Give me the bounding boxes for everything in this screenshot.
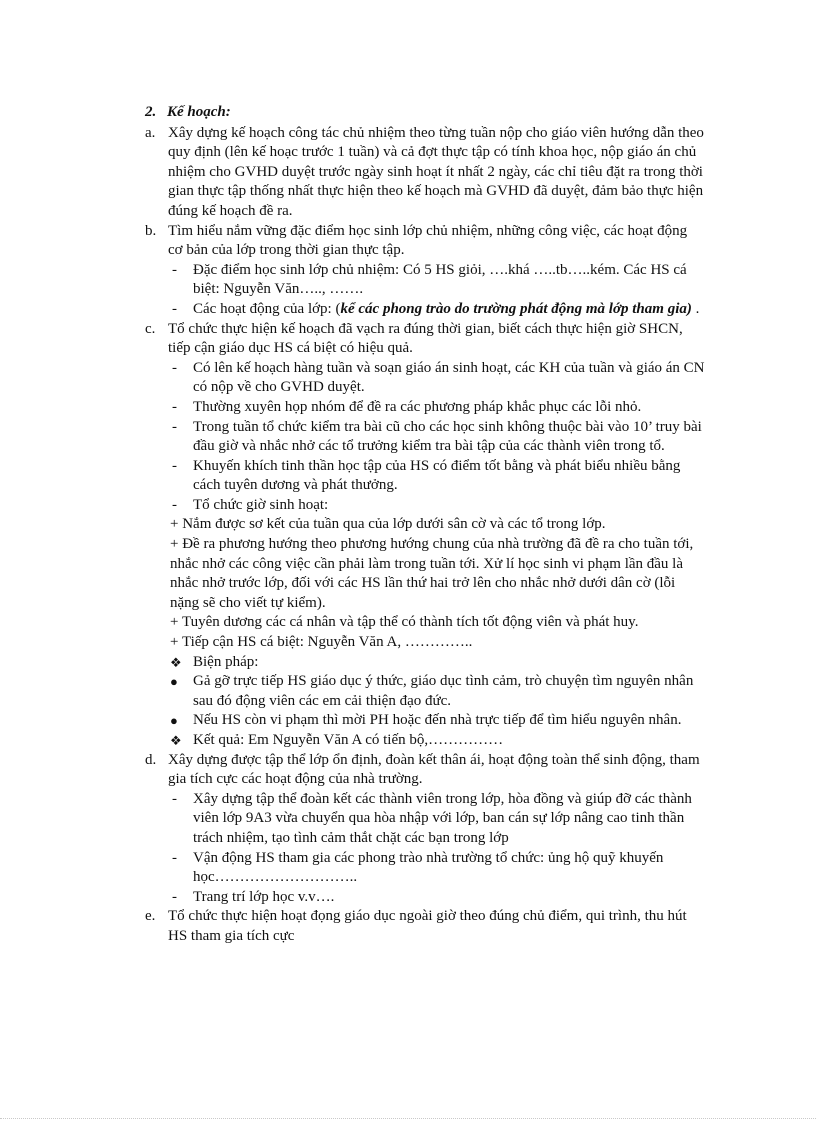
section-text: Tìm hiểu nắm vững đặc điểm học sinh lớp chủ nhiệm, những công việc, các hoạt động cơ bản của lớp trong thời gian thực tập. bbox=[168, 222, 688, 259]
list-item bbox=[168, 849, 705, 888]
dash-marker: - bbox=[172, 359, 177, 376]
plus-item: + Nắm được sơ kết của tuần qua của lớp dưới sân cờ và các tổ trong lớp. bbox=[170, 516, 606, 533]
dash-marker: - bbox=[172, 418, 177, 435]
heading-title: Kế hoạch: bbox=[167, 104, 231, 120]
measure-item bbox=[168, 711, 705, 731]
measures-label: Biện pháp: bbox=[193, 653, 259, 670]
diamond-bullet-icon: ❖ bbox=[170, 654, 182, 670]
dash-marker: - bbox=[172, 398, 177, 415]
section-marker: c. bbox=[145, 320, 156, 337]
section-e bbox=[145, 907, 705, 946]
section-marker: b. bbox=[145, 222, 157, 239]
list-item bbox=[168, 418, 705, 457]
list-item-text: Tổ chức giờ sinh hoạt: bbox=[193, 496, 329, 513]
list-item-text: Xây dựng tập thể đoàn kết các thành viên trong lớp, hòa đồng và giúp đỡ các thành viên lớp 9A3 vừa chuyển qua hòa nhập với lớp, ban cán sự lớp nâng cao tinh thần trách nhiệm, tạo tình cảm thắt chặt các bạn trong lớp bbox=[193, 790, 692, 846]
section-text: Tổ chức thực hiện kế hoạch đã vạch ra đúng thời gian, biết cách thực hiện giờ SHCN, tiếp cận giáo dục HS cá biệt có hiệu quả. bbox=[168, 320, 683, 357]
dash-marker: - bbox=[172, 261, 177, 278]
dash-marker: - bbox=[172, 300, 177, 317]
emphasis-text: kể các phong trào do trường phát động mà lớp tham gia) bbox=[340, 300, 692, 317]
section-marker: d. bbox=[145, 751, 157, 768]
document-body bbox=[145, 103, 705, 947]
section-b bbox=[145, 222, 705, 320]
diamond-bullet-icon: ❖ bbox=[170, 733, 182, 748]
section-d bbox=[145, 751, 705, 908]
section-text: Tổ chức thực hiện hoạt đọng giáo dục ngoài giờ theo đúng chủ điểm, qui trình, thu hút HS tham gia tích cực bbox=[168, 908, 687, 944]
list-item-text: Thường xuyên họp nhóm để đề ra các phương pháp khắc phục các lỗi nhỏ. bbox=[193, 398, 642, 415]
list-item bbox=[168, 888, 705, 908]
list-item bbox=[168, 261, 705, 300]
dash-marker: - bbox=[172, 888, 177, 905]
section-heading bbox=[145, 103, 705, 123]
section-marker: a. bbox=[145, 124, 156, 141]
list-item-text: Đặc điểm học sinh lớp chủ nhiệm: Có 5 HS giỏi, ….khá …..tb…..kém. Các HS cá biệt: Nguyễn Văn….., ……. bbox=[193, 261, 687, 298]
list-item bbox=[168, 300, 705, 320]
list-item-text: Có lên kế hoạch hàng tuần và soạn giáo án sinh hoạt, các KH của tuần và giáo án CN có nộp về cho GVHD duyệt. bbox=[193, 359, 705, 396]
list-item-text: Vận động HS tham gia các phong trào nhà trường tổ chức: ủng hộ quỹ khuyến học……………………….. bbox=[193, 849, 664, 886]
round-bullet-icon: ● bbox=[170, 713, 178, 729]
heading-number: 2. bbox=[145, 104, 157, 120]
section-c bbox=[145, 320, 705, 751]
list-item-text: Khuyến khích tinh thần học tập của HS có điểm tốt bằng và phát biểu nhiều bằng cách tuyên dương và phát thưởng. bbox=[193, 457, 681, 494]
dash-marker: - bbox=[172, 457, 177, 474]
result-text: Kết quả: Em Nguyễn Văn A có tiến bộ,…………… bbox=[193, 732, 504, 748]
list-item bbox=[168, 398, 705, 418]
list-item bbox=[168, 359, 705, 398]
plus-item: + Đề ra phương hướng theo phương hướng chung của nhà trường đã đề ra cho tuần tới, nhắc nhở các công việc cần phải làm trong tuần tới. Xử lí học sinh vi phạm lần đầu là nhắc nhở trước lớp, đối với các HS lần thứ hai trở lên cho nhắc nhở dưới dân cờ (lỗi nặng sẽ cho viết tự kiểm). bbox=[170, 536, 694, 611]
list-item bbox=[168, 790, 705, 849]
section-text: Xây dựng kế hoạch công tác chủ nhiệm theo từng tuần nộp cho giáo viên hướng dẫn theo quy định (lên kế hoạc trước 1 tuần) và cả đợt thực tập có tính khoa học, nộp giáo án chủ nhiệm cho GVHD duyệt trước ngày sinh hoạt ít nhất 2 ngày, các chỉ tiêu đặt ra trong thời gian thực tập thống nhất thực hiện theo kế hoạch mà GVHD đã duyệt, đảm bảo thực hiện đúng kế hoạch đề ra. bbox=[168, 124, 704, 219]
list-item-text: Trong tuần tổ chức kiểm tra bài cũ cho các học sinh không thuộc bài vào 10’ truy bài đầu giờ và nhắc nhở các tổ trưởng kiểm tra bài tập của các thành viên trong tổ. bbox=[193, 418, 702, 455]
list-item-tail: . bbox=[691, 300, 700, 317]
page-bottom-divider bbox=[0, 1118, 816, 1119]
list-item bbox=[168, 457, 705, 496]
list-item bbox=[168, 496, 705, 516]
dash-marker: - bbox=[172, 790, 177, 807]
section-text: Xây dựng được tập thể lớp ổn định, đoàn kết thân ái, hoạt động toàn thể sinh động, tham gia tích cực các hoạt động của nhà trường. bbox=[168, 751, 700, 788]
round-bullet-icon: ● bbox=[170, 674, 178, 690]
measure-item bbox=[168, 672, 705, 711]
plus-item: + Tuyên dương các cá nhân và tập thể có thành tích tốt động viên và phát huy. bbox=[170, 614, 639, 631]
dash-marker: - bbox=[172, 849, 177, 866]
plus-item: + Tiếp cận HS cá biệt: Nguyễn Văn A, ………….. bbox=[170, 634, 473, 651]
section-a bbox=[145, 124, 705, 222]
section-marker: e. bbox=[145, 908, 156, 925]
measure-text: Gả gỡ trực tiếp HS giáo dục ý thức, giáo dục tình cảm, trò chuyện tìm nguyên nhân sau đó động viên các em cải thiện đạo đức. bbox=[193, 673, 694, 709]
list-item-text: Trang trí lớp học v.v…. bbox=[193, 888, 335, 905]
measure-text: Nếu HS còn vi phạm thì mời PH hoặc đến nhà trực tiếp để tìm hiểu nguyên nhân. bbox=[193, 712, 682, 729]
measures-heading bbox=[168, 653, 705, 673]
result-line bbox=[168, 731, 705, 751]
list-item-text: Các hoạt động của lớp: ( bbox=[193, 300, 341, 317]
dash-marker: - bbox=[172, 496, 177, 513]
